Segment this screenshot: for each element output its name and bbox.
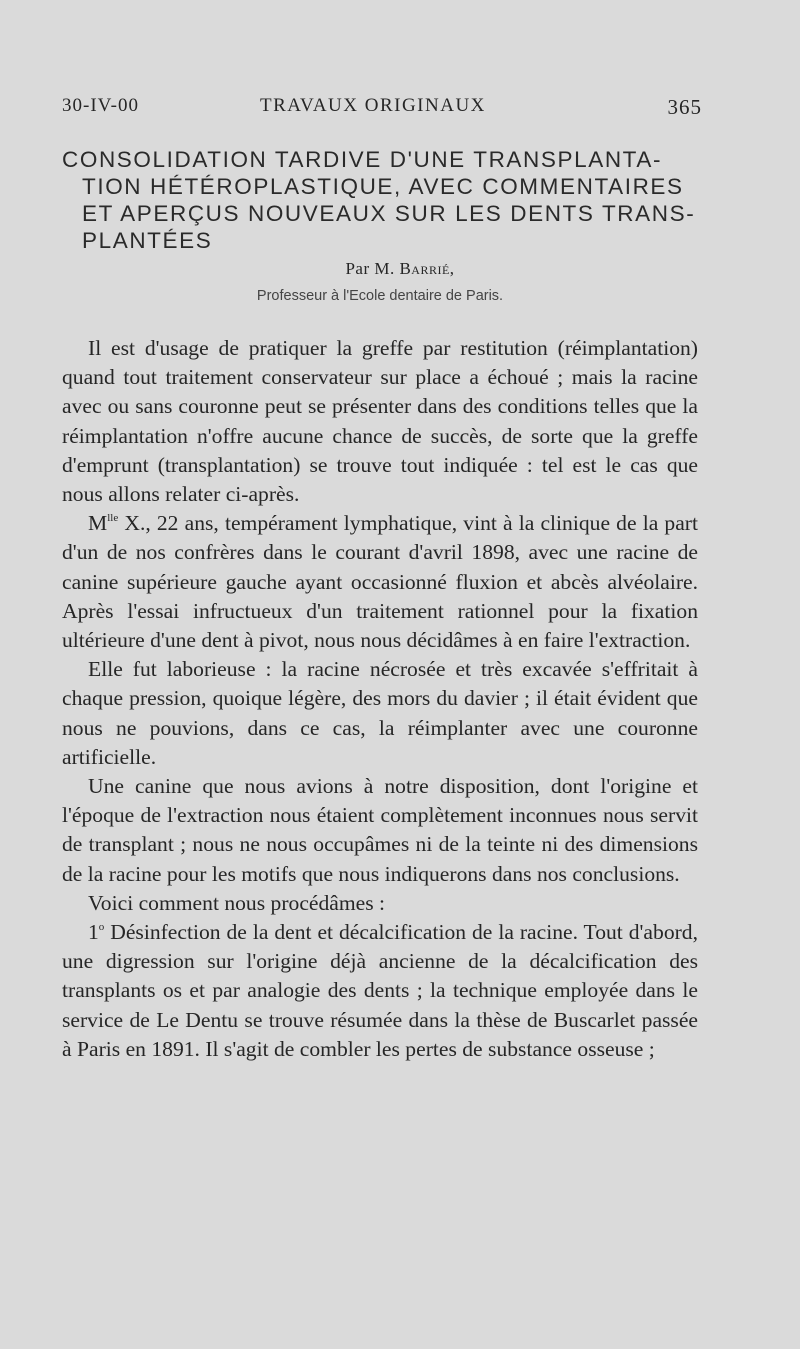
article-title — [62, 146, 712, 254]
honorific-superscript: lle — [107, 512, 119, 525]
honorific: M — [88, 511, 108, 536]
title-line: ET APERÇUS NOUVEAUX SUR LES DENTS TRANS- — [82, 201, 696, 226]
paragraph: Une canine que nous avions à notre disposition, dont l'origine et l'époque de l'extraction nous étaient complètement inconnues nous servit de transplant ; nous ne nous occupâmes ni de la teinte ni des dimensions de la racine pour les motifs que nous indiquerons dans nos conclusions. — [62, 774, 698, 886]
paragraph: Voici comment nous procédâmes : — [88, 890, 386, 915]
paragraph-text: X., 22 ans, tempérament lymphatique, vint à la clinique de la part d'un de nos confrères dans le courant d'avril 1898, avec une racine de canine supérieure gauche ayant occasionné fluxion et abcès alvéolaire. Après l'essai infructueux d'un traitement rationnel pour la fixation ultérieure d'une dent à pivot, nous nous décidâmes à en faire l'extraction. — [62, 511, 698, 653]
paragraph-text: Désinfection de la dent et décalcification de la racine. Tout d'abord, une digression sur l'origine déjà ancienne de la décalcification des transplants os et par analogie des dents ; la technique employée dans le service de Le Dentu se trouve résumée dans la thèse de Buscarlet passée à Paris en 1891. Il s'agit de combler les pertes de substance osseuse ; — [62, 920, 698, 1061]
paragraph — [62, 509, 698, 655]
byline — [0, 259, 800, 279]
paragraph — [62, 918, 698, 1064]
ordinal-superscript: o — [98, 921, 105, 934]
page-number: 365 — [667, 95, 702, 119]
article-body — [62, 334, 698, 1064]
section-title: TRAVAUX ORIGINAUX — [260, 95, 486, 116]
title-line: CONSOLIDATION TARDIVE D'UNE TRANSPLANTA- — [62, 147, 663, 172]
author-affiliation: Professeur à l'Ecole dentaire de Paris. — [256, 288, 504, 304]
title-line: TION HÉTÉROPLASTIQUE, AVEC COMMENTAIRES — [82, 174, 684, 199]
paragraph: Elle fut laborieuse : la racine nécrosée et très excavée s'effritait à chaque pression, quoique légère, des mors du davier ; il était évident que nous ne pouvions, dans ce cas, la réimplanter avec une couronne artificielle. — [62, 657, 698, 769]
title-line: PLANTÉES — [82, 228, 213, 253]
ordinal-number: 1 — [88, 920, 99, 945]
issue-date: 30-IV-00 — [62, 95, 139, 116]
author-name: Barrié, — [399, 259, 455, 278]
byline-prefix: Par M. — [345, 259, 395, 278]
paragraph: Il est d'usage de pratiquer la greffe par restitution (réimplantation) quand tout traitement conservateur sur place a échoué ; mais la racine avec ou sans couronne peut se présenter dans des conditions telles que la réimplantation n'offre aucune chance de succès, de sorte que la greffe d'emprunt (transplantation) se trouve tout indiquée : tel est le cas que nous allons relater ci-après. — [62, 336, 698, 507]
